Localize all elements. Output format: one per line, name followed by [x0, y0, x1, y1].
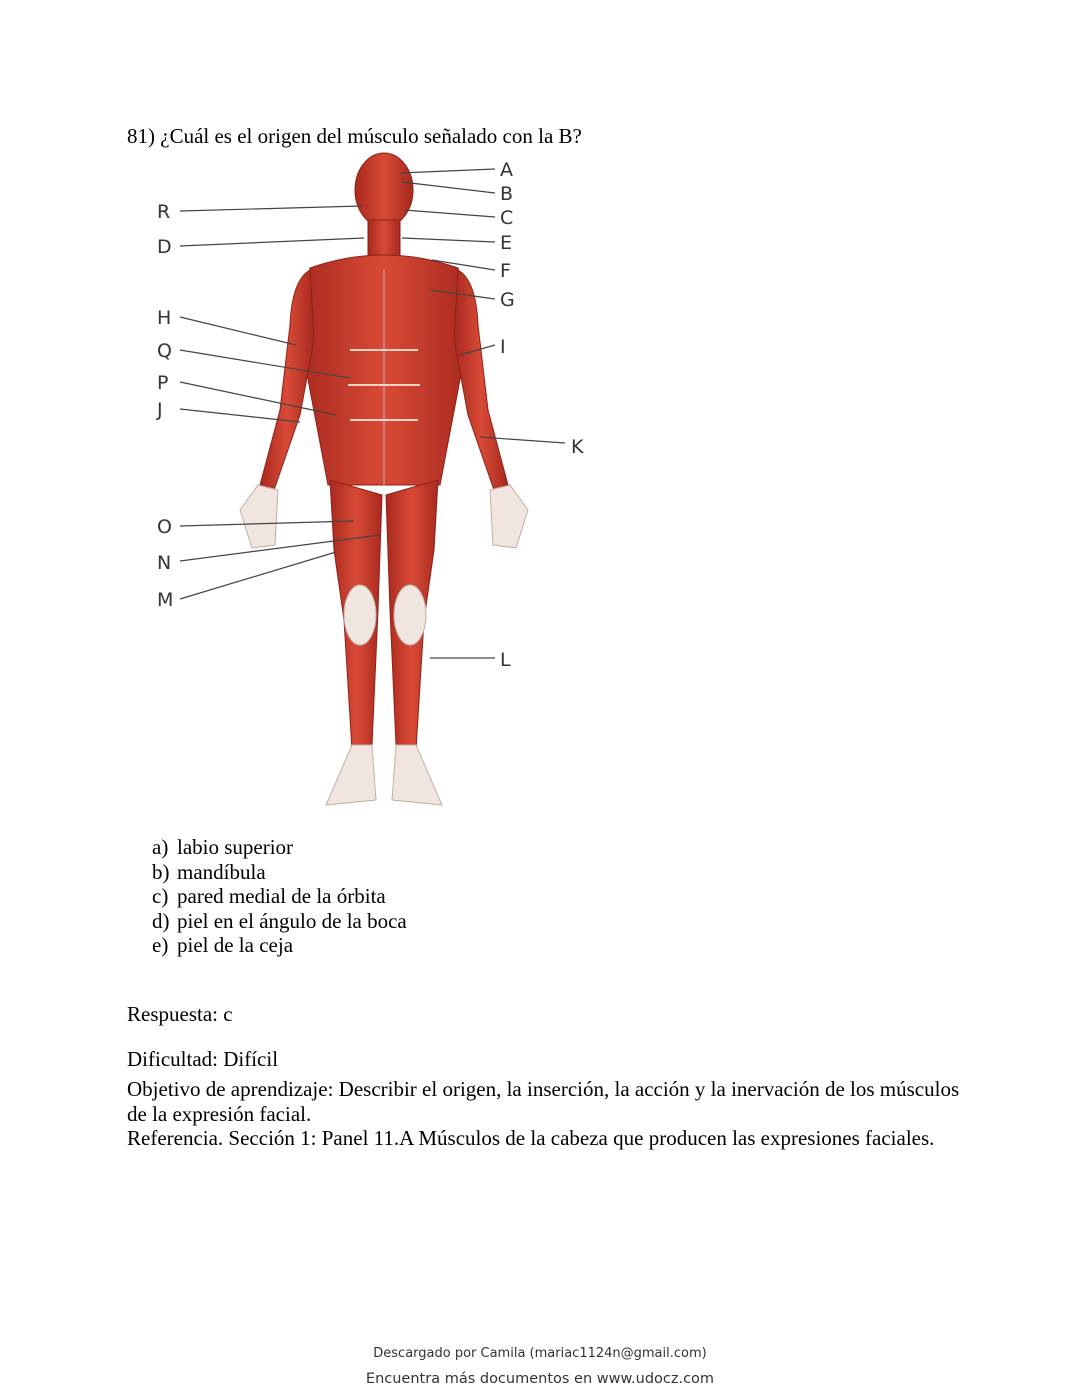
- label-G: G: [500, 289, 515, 311]
- label-R: R: [157, 201, 171, 223]
- label-J: J: [157, 399, 163, 421]
- option-b: [152, 860, 407, 885]
- label-N: N: [157, 552, 172, 574]
- label-E: E: [500, 232, 513, 254]
- label-H: H: [157, 307, 172, 329]
- question-text: 81) ¿Cuál es el origen del músculo señalado con la B?: [127, 124, 582, 148]
- option-text: piel en el ángulo de la boca: [177, 908, 407, 933]
- option-e: [152, 933, 407, 958]
- option-letter: b): [152, 859, 170, 884]
- answer-options: [152, 835, 407, 958]
- answer-text: Respuesta: c: [127, 1002, 233, 1026]
- label-F: F: [500, 260, 511, 282]
- objective-block: [127, 1077, 967, 1151]
- difficulty-text: Dificultad: Difícil: [127, 1047, 279, 1071]
- option-c: [152, 884, 407, 909]
- label-A: A: [500, 159, 513, 181]
- option-letter: d): [152, 908, 170, 933]
- option-letter: c): [152, 884, 169, 909]
- muscle-anatomy-figure: [140, 150, 610, 820]
- download-credit: Descargado por Camila (mariac1124n@gmail.com): [373, 1346, 707, 1361]
- option-text: labio superior: [177, 835, 294, 859]
- label-B: B: [500, 183, 514, 205]
- option-letter: a): [152, 835, 169, 859]
- option-text: pared medial de la órbita: [177, 884, 386, 909]
- option-text: mandíbula: [177, 859, 266, 884]
- udocz-link[interactable]: Encuentra más documentos en www.udocz.com: [365, 1371, 715, 1387]
- option-text: piel de la ceja: [177, 933, 294, 958]
- label-O: O: [157, 516, 172, 538]
- reference-text: Referencia. Sección 1: Panel 11.A Músculos de la cabeza que producen las expresiones faciales.: [127, 1126, 935, 1151]
- label-D: D: [157, 236, 172, 258]
- label-K: K: [571, 436, 584, 458]
- label-C: C: [500, 207, 514, 229]
- label-M: M: [157, 589, 174, 611]
- option-a: [152, 835, 407, 860]
- label-P: P: [157, 372, 169, 394]
- label-Q: Q: [157, 340, 172, 362]
- objective-text: Objetivo de aprendizaje: Describir el origen, la inserción, la acción y la inervación de los músculos de la expresión facial.: [127, 1077, 960, 1126]
- label-I: I: [500, 336, 506, 358]
- label-L: L: [500, 649, 511, 671]
- option-letter: e): [152, 933, 169, 958]
- option-d: [152, 909, 407, 934]
